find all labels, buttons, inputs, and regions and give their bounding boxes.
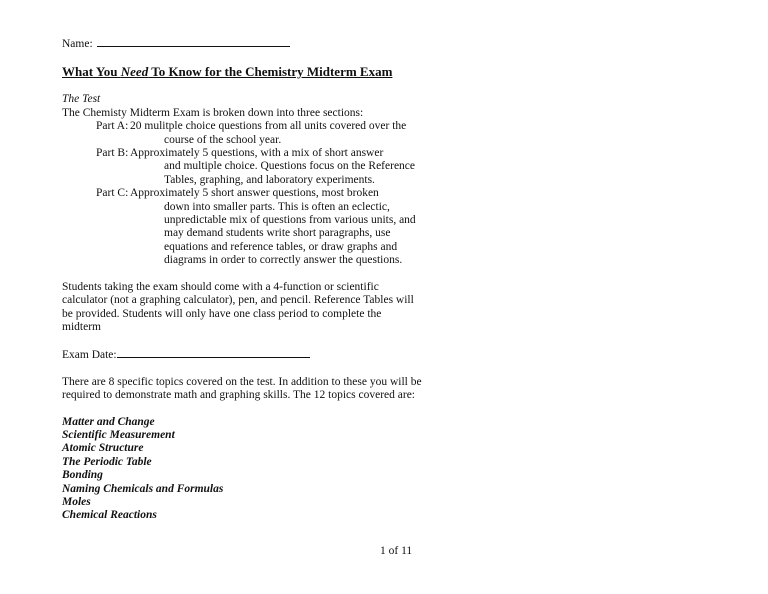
name-blank-line (97, 36, 290, 47)
part-c-text (130, 187, 422, 267)
topic-item: Naming Chemicals and Formulas (62, 482, 224, 495)
topic-item: The Periodic Table (62, 455, 152, 468)
part-b-first-line: Approximately 5 questions, with a mix of short answer (130, 147, 384, 160)
topics-paragraph: There are 8 specific topics covered on the test. In addition to these you will be required to demonstrate math and graphing skills. The 12 topics covered are: (62, 375, 422, 402)
part-b (62, 147, 422, 187)
title-part-2: To Know for the Chemistry Midterm Exam (148, 64, 393, 80)
part-a-label: Part A: (96, 120, 129, 133)
document-title (62, 64, 422, 79)
topic-item: Scientific Measurement (62, 428, 175, 441)
topic-item: Atomic Structure (62, 442, 144, 455)
part-a-text (130, 120, 422, 147)
part-a-rest: course of the school year. (164, 133, 282, 146)
title-part-1: What You (62, 64, 121, 80)
part-a (62, 120, 422, 147)
part-c-label: Part C: (96, 187, 129, 200)
exam-date-row (62, 347, 422, 362)
topic-item: Matter and Change (62, 415, 155, 428)
test-section-heading: The Test (62, 93, 101, 106)
name-label: Name: (62, 38, 93, 50)
name-field-row (62, 36, 422, 51)
exam-date-label: Exam Date: (62, 349, 117, 362)
part-b-text (130, 147, 422, 187)
part-a-first-line: 20 mulitple choice questions from all units covered over the (130, 120, 407, 133)
topic-item: Chemical Reactions (62, 509, 157, 522)
part-b-rest: and multiple choice. Questions focus on the Reference Tables, graphing, and laboratory experiments. (164, 160, 416, 186)
part-c-rest: down into smaller parts. This is often an eclectic, unpredictable mix of questions from various units, and may demand students write short paragraphs, use equations and reference tables, or draw graphs and diagrams in order to correctly answer the questions. (164, 200, 416, 267)
part-c-first-line: Approximately 5 short answer questions, most broken (130, 187, 379, 200)
part-b-label: Part B: (96, 147, 129, 160)
document-page (62, 36, 422, 523)
title-emphasis: Need (120, 64, 149, 80)
materials-paragraph: Students taking the exam should come with a 4-function or scientific calculator (not a graphing calculator), pen, and pencil. Reference Tables will be provided. Students will only have one class period to complete the midterm (62, 280, 414, 333)
page-indicator: 1 of 11 (380, 545, 413, 557)
exam-date-blank-line (117, 347, 310, 358)
topics-list (62, 416, 422, 523)
part-c (62, 187, 422, 267)
topic-item: Moles (62, 495, 91, 508)
topic-item: Bonding (62, 469, 103, 482)
test-section-intro: The Chemisty Midterm Exam is broken down into three sections: (62, 106, 364, 119)
